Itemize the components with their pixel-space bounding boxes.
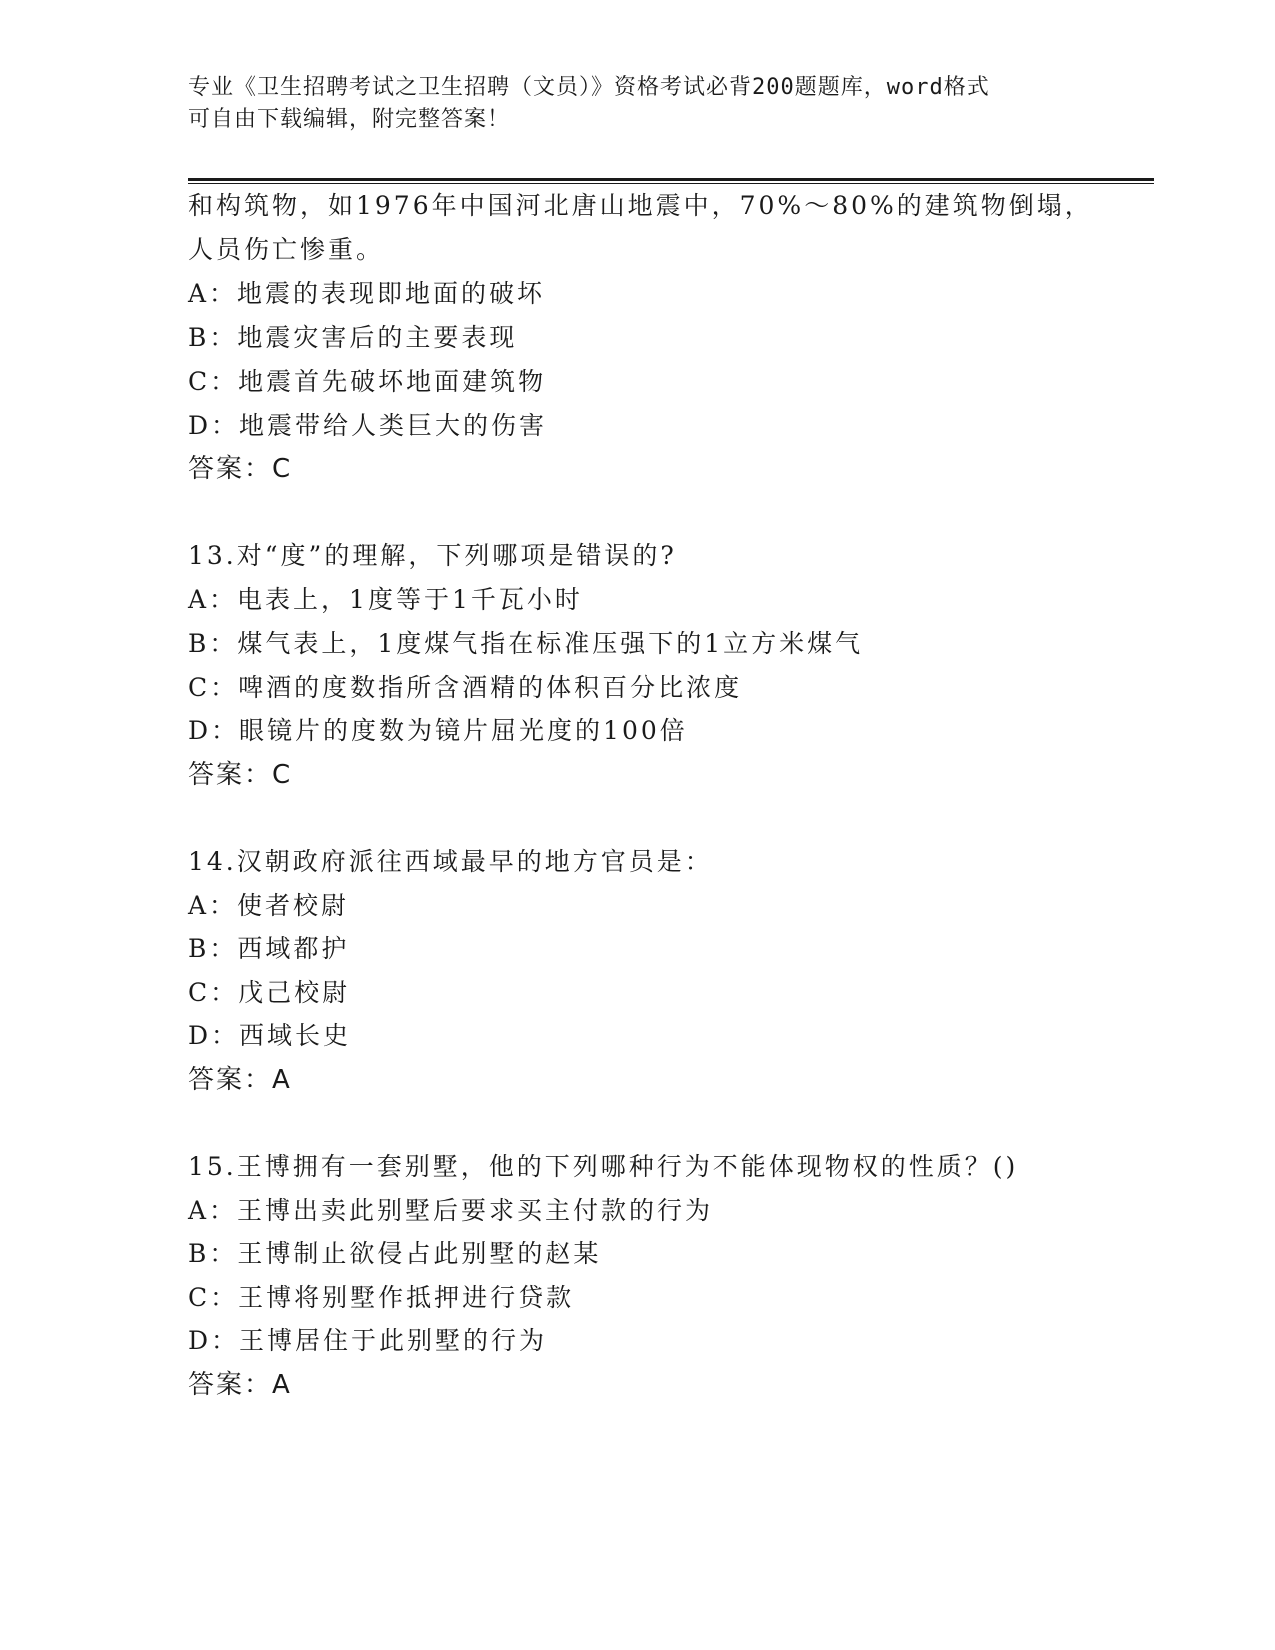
question-13-option-b: B：煤气表上，1度煤气指在标准压强下的1立方米煤气: [188, 629, 864, 658]
continued-option-c: C：地震首先破坏地面建筑物: [188, 367, 547, 396]
question-15-answer: 答案：A: [188, 1370, 292, 1400]
question-14-answer: 答案：A: [188, 1065, 292, 1095]
header-divider-thin: [188, 183, 1154, 184]
continued-question-line-1: 和构筑物，如1976年中国河北唐山地震中，70%～80%的建筑物倒塌，: [188, 191, 1093, 220]
question-14-option-c: C：戊己校尉: [188, 978, 351, 1007]
document-header: [188, 72, 1088, 136]
question-15-option-d: D：王博居住于此别墅的行为: [188, 1326, 548, 1355]
question-13-stem: 13.对“度”的理解，下列哪项是错误的?: [188, 541, 677, 570]
header-divider-thick: [188, 178, 1154, 181]
question-15-option-a: A：王博出卖此别墅后要求买主付款的行为: [188, 1196, 714, 1225]
question-14-option-a: A：使者校尉: [188, 891, 350, 920]
continued-option-a: A：地震的表现即地面的破坏: [188, 279, 546, 308]
question-14-stem: 14.汉朝政府派往西域最早的地方官员是：: [188, 847, 713, 876]
continued-question-line-2: 人员伤亡惨重。: [188, 235, 385, 264]
header-title-line-1: 专业《卫生招聘考试之卫生招聘（文员）》资格考试必背200题题库，word格式: [188, 75, 990, 100]
continued-option-d: D：地震带给人类巨大的伤害: [188, 411, 548, 440]
question-13-option-d: D：眼镜片的度数为镜片屈光度的100倍: [188, 716, 688, 745]
question-15-option-c: C：王博将别墅作抵押进行贷款: [188, 1283, 575, 1312]
question-13-option-c: C：啤酒的度数指所含酒精的体积百分比浓度: [188, 673, 743, 702]
header-title-line-2: 可自由下载编辑，附完整答案！: [188, 107, 511, 132]
question-13-option-a: A：电表上，1度等于1千瓦小时: [188, 585, 583, 614]
question-14-option-d: D：西域长史: [188, 1021, 352, 1050]
question-15-stem: 15.王博拥有一套别墅，他的下列哪种行为不能体现物权的性质？(): [188, 1152, 1019, 1181]
question-13-answer: 答案：C: [188, 760, 293, 790]
continued-option-b: B：地震灾害后的主要表现: [188, 323, 518, 352]
question-14-option-b: B：西域都护: [188, 934, 350, 963]
question-15-option-b: B：王博制止欲侵占此别墅的赵某: [188, 1239, 602, 1268]
continued-answer: 答案：C: [188, 454, 293, 484]
